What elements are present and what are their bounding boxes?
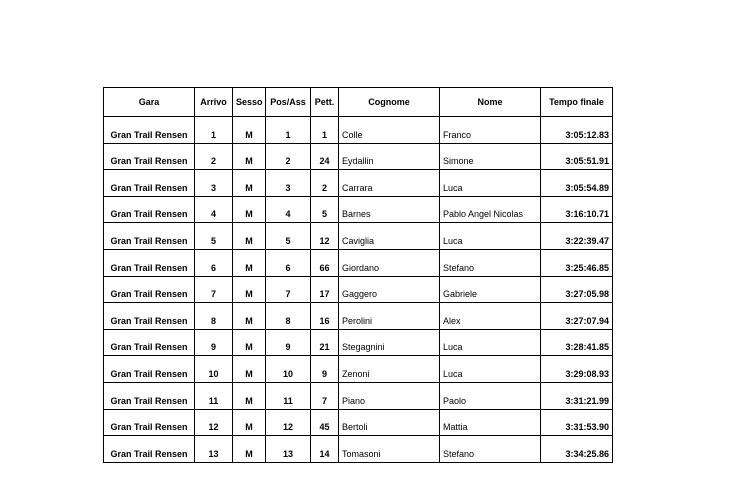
cell-gara: Gran Trail Rensen [104,276,195,303]
cell-sesso: M [233,329,266,356]
cell-pos-ass: 6 [266,249,311,276]
cell-pett: 16 [311,303,339,330]
cell-gara: Gran Trail Rensen [104,117,195,144]
cell-nome: Alex [440,303,541,330]
cell-gara: Gran Trail Rensen [104,382,195,409]
cell-sesso: M [233,382,266,409]
cell-gara: Gran Trail Rensen [104,436,195,463]
cell-sesso: M [233,170,266,197]
table-row [104,276,613,303]
table-row [104,170,613,197]
cell-tempo-finale: 3:27:07.94 [541,303,613,330]
table-row [104,303,613,330]
results-table [103,87,613,463]
cell-cognome: Perolini [339,303,440,330]
table-row [104,356,613,383]
cell-pett: 17 [311,276,339,303]
cell-sesso: M [233,303,266,330]
cell-pett: 21 [311,329,339,356]
cell-sesso: M [233,436,266,463]
cell-sesso: M [233,276,266,303]
cell-nome: Luca [440,329,541,356]
cell-pos-ass: 2 [266,143,311,170]
cell-arrivo: 5 [195,223,233,250]
cell-cognome: Stegagnini [339,329,440,356]
cell-arrivo: 10 [195,356,233,383]
cell-sesso: M [233,196,266,223]
table-body [104,117,613,463]
cell-nome: Stefano [440,436,541,463]
cell-tempo-finale: 3:31:53.90 [541,409,613,436]
cell-pos-ass: 10 [266,356,311,383]
cell-pos-ass: 1 [266,117,311,144]
cell-tempo-finale: 3:25:46.85 [541,249,613,276]
cell-tempo-finale: 3:22:39.47 [541,223,613,250]
cell-tempo-finale: 3:05:51.91 [541,143,613,170]
cell-gara: Gran Trail Rensen [104,249,195,276]
cell-tempo-finale: 3:31:21.99 [541,382,613,409]
cell-pett: 66 [311,249,339,276]
header-nome: Nome [440,88,541,117]
cell-nome: Luca [440,170,541,197]
cell-nome: Gabriele [440,276,541,303]
cell-arrivo: 11 [195,382,233,409]
cell-gara: Gran Trail Rensen [104,356,195,383]
cell-arrivo: 6 [195,249,233,276]
cell-tempo-finale: 3:34:25.86 [541,436,613,463]
cell-arrivo: 3 [195,170,233,197]
cell-nome: Pablo Angel Nicolas [440,196,541,223]
cell-sesso: M [233,223,266,250]
header-cognome: Cognome [339,88,440,117]
header-arrivo: Arrivo [195,88,233,117]
cell-pett: 14 [311,436,339,463]
cell-pett: 5 [311,196,339,223]
cell-pos-ass: 7 [266,276,311,303]
table-row [104,223,613,250]
cell-pos-ass: 13 [266,436,311,463]
cell-arrivo: 1 [195,117,233,144]
cell-cognome: Giordano [339,249,440,276]
cell-tempo-finale: 3:16:10.71 [541,196,613,223]
cell-pos-ass: 9 [266,329,311,356]
cell-nome: Luca [440,223,541,250]
cell-gara: Gran Trail Rensen [104,143,195,170]
cell-pos-ass: 3 [266,170,311,197]
cell-gara: Gran Trail Rensen [104,303,195,330]
cell-pett: 2 [311,170,339,197]
cell-tempo-finale: 3:05:12.83 [541,117,613,144]
cell-cognome: Bertoli [339,409,440,436]
cell-gara: Gran Trail Rensen [104,170,195,197]
cell-arrivo: 2 [195,143,233,170]
table-row [104,143,613,170]
table-row [104,196,613,223]
cell-gara: Gran Trail Rensen [104,196,195,223]
header-pett: Pett. [311,88,339,117]
cell-cognome: Colle [339,117,440,144]
cell-nome: Franco [440,117,541,144]
header-tempo-finale: Tempo finale [541,88,613,117]
cell-pett: 7 [311,382,339,409]
cell-sesso: M [233,356,266,383]
cell-arrivo: 7 [195,276,233,303]
cell-tempo-finale: 3:05:54.89 [541,170,613,197]
cell-cognome: Gaggero [339,276,440,303]
cell-sesso: M [233,249,266,276]
cell-pos-ass: 8 [266,303,311,330]
cell-cognome: Carrara [339,170,440,197]
cell-nome: Mattia [440,409,541,436]
table-row [104,382,613,409]
cell-sesso: M [233,143,266,170]
cell-cognome: Zenoni [339,356,440,383]
table-row [104,436,613,463]
cell-arrivo: 9 [195,329,233,356]
cell-cognome: Tomasoni [339,436,440,463]
table-row [104,117,613,144]
cell-tempo-finale: 3:27:05.98 [541,276,613,303]
cell-sesso: M [233,117,266,144]
table-row [104,249,613,276]
cell-nome: Simone [440,143,541,170]
cell-gara: Gran Trail Rensen [104,409,195,436]
header-sesso: Sesso [233,88,266,117]
header-gara: Gara [104,88,195,117]
cell-nome: Luca [440,356,541,383]
cell-cognome: Barnes [339,196,440,223]
cell-pos-ass: 5 [266,223,311,250]
cell-gara: Gran Trail Rensen [104,329,195,356]
cell-gara: Gran Trail Rensen [104,223,195,250]
header-row [104,88,613,117]
cell-pett: 1 [311,117,339,144]
cell-arrivo: 12 [195,409,233,436]
cell-pos-ass: 12 [266,409,311,436]
cell-arrivo: 13 [195,436,233,463]
cell-pett: 45 [311,409,339,436]
cell-cognome: Piano [339,382,440,409]
cell-arrivo: 8 [195,303,233,330]
cell-pett: 9 [311,356,339,383]
cell-pett: 24 [311,143,339,170]
table-row [104,409,613,436]
cell-tempo-finale: 3:28:41.85 [541,329,613,356]
cell-nome: Stefano [440,249,541,276]
cell-nome: Paolo [440,382,541,409]
cell-pos-ass: 4 [266,196,311,223]
header-pos-ass: Pos/Ass [266,88,311,117]
cell-pos-ass: 11 [266,382,311,409]
cell-cognome: Caviglia [339,223,440,250]
table-row [104,329,613,356]
cell-pett: 12 [311,223,339,250]
cell-tempo-finale: 3:29:08.93 [541,356,613,383]
cell-arrivo: 4 [195,196,233,223]
cell-sesso: M [233,409,266,436]
cell-cognome: Eydallin [339,143,440,170]
